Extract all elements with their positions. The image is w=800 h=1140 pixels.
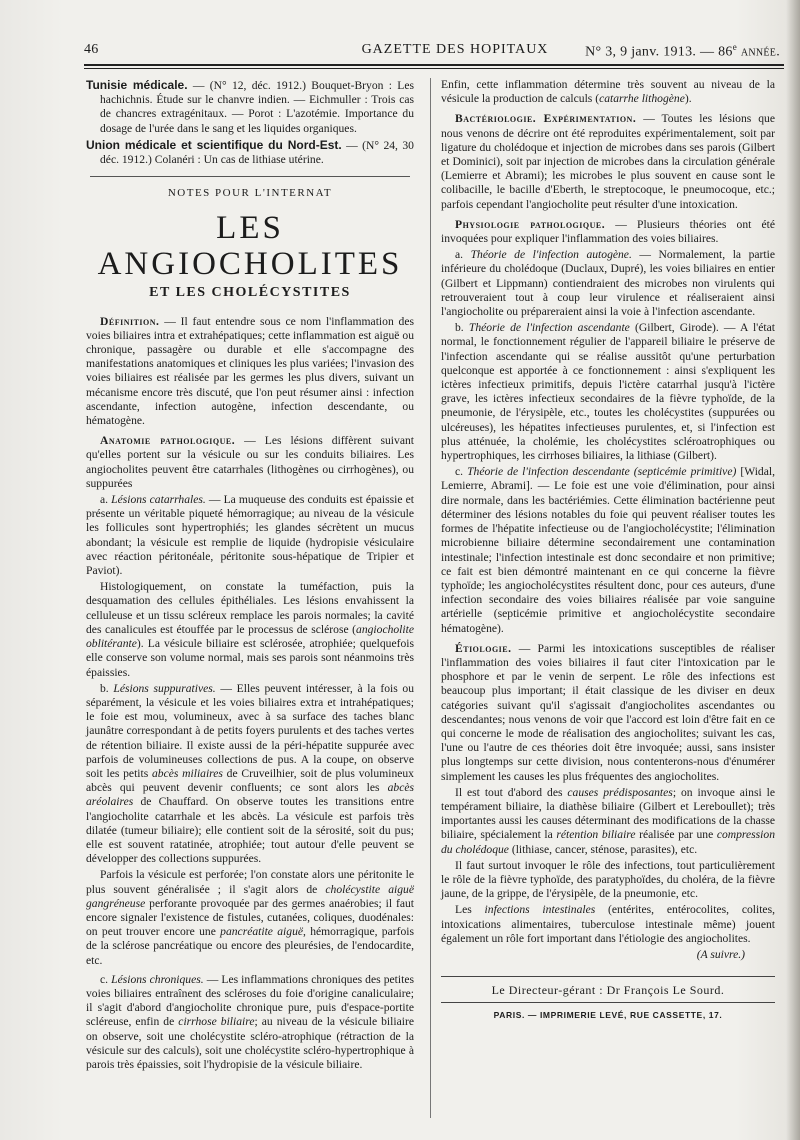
definition-text: — Il faut entendre sous ce nom l'inflammation des voies biliaires intra et extrahépatiques; cette inflammation est aiguë ou chronique, passagère ou durable et elle s'accompagne des manifestations anatomiques et cliniques les plus variées; l'invasion des voies biliaires est réalisée par les germes les plus divers, suivant un mécanisme encore très discuté, que l'on peut résumer ainsi : infection ascendante, infection autogène, infection descendante, ou hématogène. [86,314,414,428]
anatomie-label: Anatomie pathologique. [100,434,236,448]
suppuratives-text-3: de Chauffard. On observe toutes les transitions entre l'angiocholite catarrhale et les abcès. La vésicule est parfois très dilatée (tumeur biliaire); elle contient soit de la sérosité, soit du pus; elle est souvent ratatinée, atrophiée; tout autour d'elle peuvent se développer des collections suppurées. [86,795,414,866]
autogene-text: — Normalement, la partie inférieure du cholédoque (Duclaux, Dupré), les voies biliaires en entier (Gilbert et Lippmann) contiendraient des microbes non virulents qui retrouveraient tout à coup leur virulence et réaliseraient ainsi l'angiocholite ou prépareraient ainsi la voie à l'infection ascendante. [441,248,775,319]
journal-ref-text: — (N° 12, déc. 1912.) Bouquet-Bryon : Les hachichnis. Étude sur le chanvre indien. — Eichmuller : Trois cas de chancres extragénitaux. — Porot : L'azotémie. Importance du dosage de l'urée dans le sang et les liquides organiques. [100,79,414,135]
header-rule-thin [84,68,784,69]
definition-paragraph [86,315,414,429]
section-separator [90,176,410,177]
causes-italic: causes prédisposantes [567,785,673,799]
journal-title: GAZETTE DES HOPITAUX [361,42,549,57]
journal-ref-title: Tunisie médicale. [86,78,188,92]
histo-italic: angiocholite oblitérante [86,622,414,651]
descendante-head: c. [455,465,468,479]
physiologie-paragraph [441,218,775,246]
ascendante-head: b. [455,321,469,335]
autogene-paragraph [441,248,775,319]
right-column [441,78,775,1023]
intestinales-text-2: (entérites, entérocolites, colites, intoxications alimentaires, tuberculose intestinale même) jouent également un rôle fort important dans l'étiologie des angiocholites. [441,903,775,945]
directeur-gerant: Le Directeur-gérant : Dr François Le Sourd. [441,976,775,997]
bacteriologie-paragraph [441,112,775,211]
suppuratives-it-2: abcès aréolaires [86,781,414,809]
catarrhales-title: Lésions catarrhales. [111,493,206,507]
left-column [86,78,414,1074]
physiologie-text: — Plusieurs théories ont été invoquées pour expliquer l'inflammation des voies biliaires. [441,217,775,246]
perforee-text-2: perforante provoquée par des germes anaérobies; il faut encore signaler l'existence de fistules, cutanées, coliques, duodénales: on peut trouver encore une [86,896,414,939]
chroniques-head: c. [100,972,112,986]
chroniques-text-1: — Les inflammations chroniques des petites voies biliaires entraînent des scléroses du foie d'origine canaliculaire; il s'agit d'abord d'angiocholite chronique pure, puis d'espace-portite scléreuse, enfin de [86,972,414,1029]
annee-label: année. [740,44,780,60]
bacteriologie-label: Bactériologie. Expérimentation. [455,112,637,126]
issue-date [585,42,780,61]
perforee-paragraph [86,868,414,967]
histo-text-1: Histologiquement, on constate la tuméfaction, puis la desquamation des cellules épithéliales. Les lésions envahissent la celluleuse et un tissu scléreux remplace les parois normales; la cavité des canalicules est étouffée par le processus de sclérose ( [86,580,414,636]
chroniques-text-2: ; au niveau de la vésicule biliaire on observe, soit une cholécystite scléro-atrophique (rétraction de la vésicule sur des calculs), soit une cholécystite scléro-hypertrophique à parois très épaissies, soit l'hydropisie de la vésicule biliaire. [86,1015,414,1071]
autogene-head: a. [455,248,471,262]
suppuratives-title: Lésions suppuratives. [113,681,216,695]
running-header [84,40,786,62]
suppuratives-it-1: abcès miliaires [151,766,223,780]
intestinales-paragraph [441,903,775,946]
descendante-paragraph [441,465,775,635]
ascendante-title: Théorie de l'infection ascendante [468,321,630,335]
causes-text-4: (lithiase, cancer, sténose, parasites), etc. [508,842,698,856]
intro-text-1: Enfin, cette inflammation détermine très souvent au niveau de la vésicule la production de calculs ( [441,78,775,106]
edition-suffix: e [732,42,737,52]
chroniques-title: Lésions chroniques. [111,972,204,986]
column-divider [430,78,431,1118]
article-title: LES ANGIOCHOLITES [97,210,403,283]
header-rule-thick [84,64,784,66]
a-suivre [441,948,775,962]
chroniques-paragraph [86,973,414,1072]
causes-text-3: réalisée par une [635,828,717,842]
chroniques-it-1: cirrhose biliaire [178,1015,255,1029]
issue-date-main: N° 3, 9 janv. 1913. — 86 [585,44,733,60]
causes-text-1: Il est tout d'abord des [455,785,568,799]
anatomie-text: — Les lésions diffèrent suivant qu'elles portent sur la vésicule ou sur les conduits biliaires. Les angiocholites peuvent être catarrhales (lithogènes ou cirrhogènes), ou suppurées [86,434,414,490]
perforee-it-2: pancréatite aiguë [220,925,304,939]
definition-label: Définition. [100,314,160,328]
causes-paragraph [441,786,775,857]
etiologie-label: Étiologie. [455,641,512,655]
suppuratives-paragraph [86,682,414,867]
ascendante-paragraph [441,321,775,463]
intestinales-italic: infections intestinales [484,903,596,917]
catarrhales-paragraph [86,493,414,578]
imprimerie-line: PARIS. — IMPRIMERIE LEVÉ, RUE CASSETTE, 17. [441,1002,775,1022]
causes-text-2: ; on invoque ainsi le tempérament biliaire, la diathèse biliaire (Gilbert et Lereboullet); très importantes aussi les causes déterminant des modifications de la chasse biliaire, spécialement la [441,785,775,842]
article-subtitle: ET LES CHOLÉCYSTITES [149,285,351,301]
intro-italic: catarrhe lithogène [599,92,685,106]
perforee-text-3: , hémorragique, parfois de la sclérose pancréatique ou encore des pleurésies, de l'endocardite, etc. [86,925,414,967]
suppuratives-head: b. [100,681,114,695]
etiologie-text: — Parmi les intoxications susceptibles de réaliser l'inflammation des voies biliaires il faut citer l'intoxication par le phosphore et par le venin de serpent. Le rôle des infections est beaucoup plus important; il était classique de les diviser en deux catégories suivant qu'il s'agissait d'angiocholites ascendantes ou descendantes; nous venons de voir que l'accord est loin d'être fait en ce qui concerne le mode de réalisation des angiocholites; suivant les cas, l'une ou l'autre de ces théories doit être invoquée; aussi, sans insister plus longtemps sur cette division, nous contenterons-nous d'énumérer simplement les causes les plus fréquentes des angiocholites. [441,641,775,783]
descendante-text: [Widal, Lemierre, Abrami]. — Le foie est une voie d'élimination, pour ainsi dire normale, dans les bactériémies. Cette élimination bactérienne peut déterminer des lésions notables du foie qui peuvent réaliser toutes les formes de l'hépatite infectieuse ou de l'angiocholécystite; l'élimination microbienne biliaire détermine secondairement une contamination intestinale; l'infection intestinale est donc secondaire et non primitive; ce fait est bien démontré maintenant en ce qui concerne la fièvre typhoïde; les angiocholécystites résultent donc, pour ces auteurs, d'une infection secondaire des voies biliaires réalisée par voie sanguine artérielle (septicémie primitive et angiocholécystite secondaire hématogène). [441,465,775,635]
perforee-it-1: cholécystite aiguë gangréneuse [86,882,414,910]
causes-it-2: rétention biliaire [556,828,636,842]
descendante-title: Théorie de l'infection descendante (septicémie primitive) [467,465,737,479]
journal-ref-text: — (N° 24, 30 déc. 1912.) Colanéri : Un cas de lithiase utérine. [100,138,414,167]
catarrhales-text: — La muqueuse des conduits est épaissie et présente un véritable piqueté hémorragique; au niveau de la vésicule les follicules sont hypertrophiés; les glandes sécrètent un mucus abondant; la vésicule est remplie de liquide (hydropisie vésiculaire avec réaction péritonéale, péritonite sous-hépatique de Tripier et Paviot). [86,493,414,578]
intro-text-2: ). [684,92,692,106]
autogene-title: Théorie de l'infection autogène. [470,248,632,262]
intro-paragraph [441,78,775,106]
perforee-text-1: Parfois la vésicule est perforée; l'on constate alors une péritonite le plus souvent généralisée ; il s'agit alors de [86,868,414,896]
ascendante-text: (Gilbert, Girode). — A l'état normal, le fonctionnement régulier de l'appareil biliaire le préserve de l'infection ascendante qui se réalise aussitôt qu'une perturbation quelconque est apportée à ce fonctionnement : ainsi s'expliquent les ictères infectieux primitifs, depuis l'ictère catarrhal jusqu'à l'ictère grave, les ictères infectieux secondaires de la fièvre typhoïde, de la pneumonie, de l'érysipèle, etc., toutes les cholécystites (suppurées ou ulcéreuses), les hépatites infectieuses purulentes, et, si l'infection est plus atténuée, la cholémie, les cholécystites scléroatrophiques ou hypertrophiques, les cirrhoses biliaires, la lithiase (Gilbert). [441,321,775,463]
etiologie-paragraph [441,642,775,784]
notes-heading: NOTES POUR L'INTERNAT [167,187,333,200]
journal-ref-nord-est [86,138,414,167]
physiologie-label: Physiologie pathologique. [455,217,606,231]
histologie-paragraph [86,580,414,679]
catarrhales-head: a. [100,493,112,507]
page-number: 46 [84,42,99,57]
journal-ref-title: Union médicale et scientifique du Nord-Est. [86,137,342,152]
intestinales-text-1: Les [455,903,485,917]
a-suivre-text: (A suivre.) [696,947,745,961]
page-edge-shadow [786,0,800,1140]
infections-paragraph [441,859,775,902]
suppuratives-text-1: — Elles peuvent intéresser, à la fois ou séparément, la vésicule et les voies biliaires extra et intrahépatiques; le foie est mou, volumineux, avec à sa surface des taches blanc jaunâtre correspondant à de petits foyers purulents et des taches vertes de rétention biliaire. Il existe aussi de la péri-hépatite suppurée avec parfois de volumineuses collections de pus. A la coupe, on observe soit les petits [86,681,415,780]
bacteriologie-text: — Toutes les lésions que nous venons de décrire ont été reproduites expérimentalement, soit par ligature du cholédoque et injection de microbes dans ses parois (Gilbert et Dominici), soit par injection de microbes dans la circulation générale (Lemierre et Abrami); les microbes le plus souvent en cause sont le colibacille, le bacille d'Eberth, le streptocoque, le pneumocoque, etc.; parfois cependant l'angiocholite peut résulter d'une intoxication. [441,112,775,211]
infections-text: Il faut surtout invoquer le rôle des infections, tout particulièrement le rôle de la fièvre typhoïde, des paratyphoïdes, du choléra, de la fièvre jaune, de la grippe, de l'érysipèle, de la pneumonie, etc. [441,858,775,901]
causes-it-3: compression du cholédoque [441,828,775,856]
anatomie-paragraph [86,434,414,491]
suppuratives-text-2: de Cruveilhier, soit de plus volumineux abcès qui peuvent devenir confluents; ce sont alors les [86,766,414,795]
journal-ref-tunisie [86,78,414,136]
histo-text-2: ). La vésicule biliaire est sclérosée, atrophiée; quelquefois elle conserve son volume normal, mais ses parois sont néanmoins très épaissies. [86,637,414,679]
